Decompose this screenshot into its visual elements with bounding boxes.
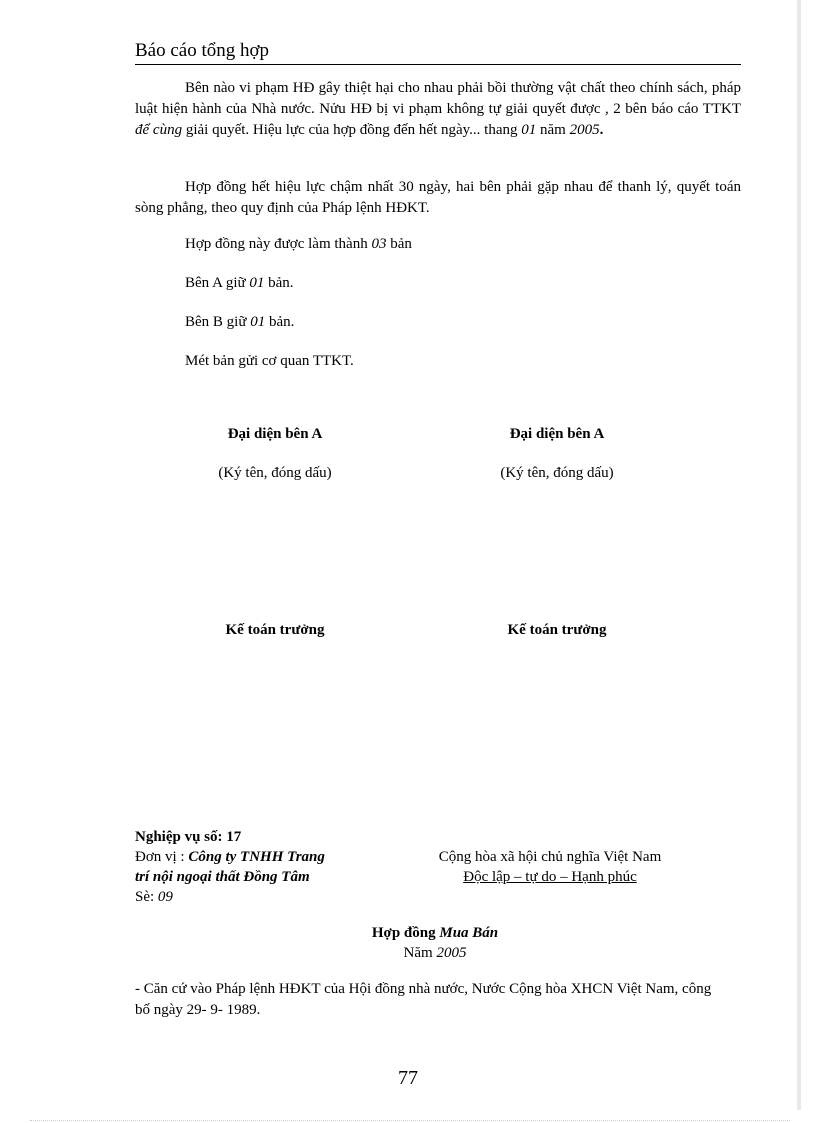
signature-left-note: (Ký tên, đóng dấu) (218, 465, 332, 481)
paragraph-violation (135, 78, 741, 141)
unit-name-continued: trí nội ngoại thất Đồng Tâm (135, 869, 310, 885)
text: Hợp đồng này được làm thành (185, 236, 372, 252)
paragraph-party-a-copy (185, 273, 741, 294)
text: Bên nào vi phạm HĐ gây thiệt hại cho nhau phải bồi thường vật chất theo chính sách, pháp luật hiện hành của Nhà nước. Nửu HĐ bị vi phạm không tự giải quyết được , 2 bên báo cáo TTKT (135, 80, 741, 117)
paragraph-liquidation: Hợp đồng hết hiệu lực chậm nhất 30 ngày, hai bên phải gặp nhau để thanh lý, quyết toán sòng phẳng, theo quy định của Pháp lệnh HĐKT. (135, 179, 741, 216)
text-italic: để cùng (135, 122, 183, 138)
paragraph-legal-basis: - Căn cứ vào Pháp lệnh HĐKT của Hội đồng nhà nước, Nước Cộng hòa XHCN Việt Nam, công bố ngày 29- 9- 1989. (135, 981, 712, 1018)
accountant-right-title: Kế toán trưởng (507, 622, 607, 638)
paragraph-copies (185, 234, 741, 255)
text-italic: 01 (249, 275, 265, 291)
text: năm (536, 122, 570, 138)
paragraph-ttkt-copy: Mét bản gửi cơ quan TTKT. (185, 353, 354, 369)
text: giải quyết. Hiệu lực của hợp đồng đến hết ngày... thang (182, 122, 522, 138)
page-bottom-border (30, 1120, 790, 1121)
text-italic: 03 (371, 236, 387, 252)
text-italic: 2005 (569, 122, 600, 138)
text: bản. (264, 275, 294, 291)
contract-year (285, 943, 585, 964)
task-number: Nghiệp vụ số: 17 (135, 829, 242, 845)
unit-line (135, 847, 415, 868)
signature-right-note: (Ký tên, đóng dấu) (500, 465, 614, 481)
text: . (599, 122, 604, 138)
page-header (135, 40, 741, 65)
text: bản (386, 236, 412, 252)
unit-name: Công ty TNHH Trang (188, 849, 325, 865)
accountant-left-title: Kế toán trưởng (225, 622, 325, 638)
header-title: Báo cáo tổng hợp (135, 40, 270, 61)
text-italic: 01 (521, 122, 537, 138)
page-edge-shadow (797, 0, 801, 1110)
contract-type: Mua Bán (439, 925, 499, 941)
text: bản. (265, 314, 295, 330)
national-motto (400, 867, 700, 888)
contract-title-text: Hợp đồng (371, 925, 440, 941)
number-label: Sè: (135, 889, 158, 905)
signature-left-title: Đại diện bên A (227, 426, 323, 442)
text: Bên A giữ (185, 275, 250, 291)
text: Bên B giữ (185, 314, 251, 330)
year-value: 2005 (436, 945, 467, 961)
contract-title (285, 923, 585, 944)
document-number (135, 887, 415, 908)
unit-label: Đơn vị : (135, 849, 189, 865)
country-name: Cộng hòa xã hội chủ nghĩa Việt Nam (438, 849, 662, 865)
motto-text: Độc lập – tự do – Hạnh phúc (463, 869, 637, 885)
text-italic: 01 (250, 314, 266, 330)
page-number: 77 (398, 1067, 418, 1089)
paragraph-party-b-copy (185, 312, 741, 333)
year-label: Năm (403, 945, 437, 961)
number-value: 09 (157, 889, 173, 905)
signature-right-title: Đại diện bên A (509, 426, 605, 442)
